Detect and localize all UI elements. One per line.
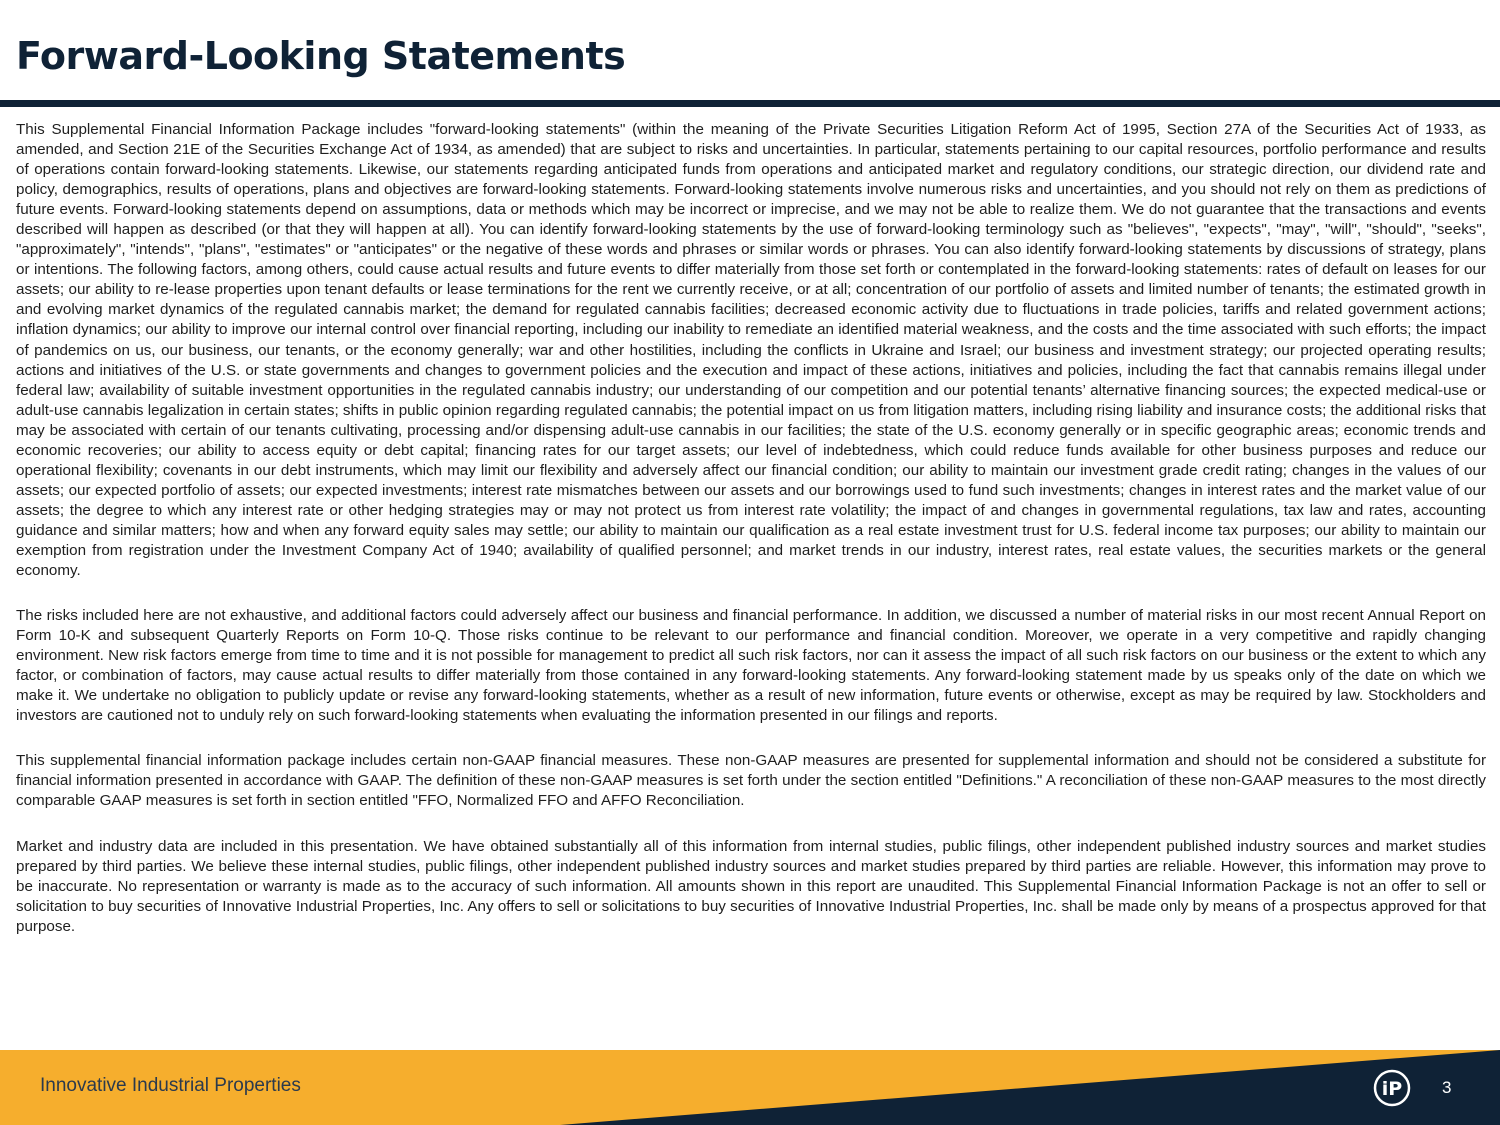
logo-text: iP — [1381, 1078, 1403, 1100]
title-divider — [0, 100, 1500, 107]
disclaimer-body — [16, 120, 1486, 962]
company-logo-icon — [1373, 1069, 1411, 1107]
paragraph-market-data: Market and industry data are included in this presentation. We have obtained substantially all of this information from internal studies, public filings, other independent published industry sources and market studies prepared by third parties. We believe these internal studies, public filings, other independent published industry sources and market studies prepared by third parties are reliable. However, this information may prove to be inaccurate. No representation or warranty is made as to the accuracy of such information. All amounts shown in this report are unaudited. This Supplemental Financial Information Package is not an offer to sell or solicitation to buy securities of Innovative Industrial Properties, Inc. Any offers to sell or solicitations to buy securities of Innovative Industrial Properties, Inc. shall be made only by means of a prospectus approved for that purpose. — [16, 837, 1486, 935]
page-title: Forward-Looking Statements — [16, 34, 626, 78]
footer — [0, 1050, 1500, 1125]
paragraph-forward-looking: This Supplemental Financial Information Package includes "forward-looking statements" (within the meaning of the Private Securities Litigation Reform Act of 1995, Section 27A of the Securities Act of 1933, as amended, and Section 21E of the Securities Exchange Act of 1934, as amended) that are subject to risks and uncertainties. In particular, statements pertaining to our capital resources, portfolio performance and results of operations contain forward-looking statements. Likewise, our statements regarding anticipated funds from operations and anticipated market and regulatory conditions, our strategic direction, our dividend rate and policy, demographics, results of operations, plans and objectives are forward-looking statements. Forward-looking statements involve numerous risks and uncertainties, and you should not rely on them as predictions of future events. Forward-looking statements depend on assumptions, data or methods which may be incorrect or imprecise, and we may not be able to realize them. We do not guarantee that the transactions and events described will happen as described (or that they will happen at all). You can identify forward-looking statements by the use of forward-looking terminology such as "believes", "expects", "may", "will", "should", "seeks", "approximately", "intends", "plans", "estimates" or "anticipates" or the negative of these words and phrases or similar words or phrases. You can also identify forward-looking statements by discussions of strategy, plans or intentions. The following factors, among others, could cause actual results and future events to differ materially from those set forth or contemplated in the forward-looking statements: rates of default on leases for our assets; our ability to re-lease properties upon tenant defaults or lease terminations for the rent we currently receive, or at all; concentration of our portfolio of assets and limited number of tenants; the estimated growth in and evolving market dynamics of the regulated cannabis market; the demand for regulated cannabis facilities; decreased economic activity due to fluctuations in trade policies, tariffs and related government actions; inflation dynamics; our ability to improve our internal control over financial reporting, including our inability to remediate an identified material weakness, and the costs and the time associated with such efforts; the impact of pandemics on us, our business, our tenants, or the economy generally; war and other hostilities, including the conflicts in Ukraine and Israel; our business and investment strategy; our projected operating results; actions and initiatives of the U.S. or state governments and changes to government policies and the execution and impact of these actions, initiatives and policies, including the fact that cannabis remains illegal under federal law; availability of suitable investment opportunities in the regulated cannabis industry; our understanding of our competition and our potential tenants’ alternative financing sources; the expected medical-use or adult-use cannabis legalization in certain states; shifts in public opinion regarding regulated cannabis; the potential impact on us from litigation matters, including rising liability and insurance costs; the additional risks that may be associated with certain of our tenants cultivating, processing and/or dispensing adult-use cannabis in our facilities; the state of the U.S. economy generally or in specific geographic areas; economic trends and economic recoveries; our ability to access equity or debt capital; financing rates for our target assets; our level of indebtedness, which could reduce funds available for other business purposes and reduce our operational flexibility; covenants in our debt instruments, which may limit our flexibility and adversely affect our financial condition; our ability to maintain our investment grade credit rating; changes in the values of our assets; our expected portfolio of assets; our expected investments; interest rate mismatches between our assets and our borrowings used to fund such investments; changes in interest rates and the market value of our assets; the degree to which any interest rate or other hedging strategies may or may not protect us from interest rate volatility; the impact of and changes in governmental regulations, tax law and rates, accounting guidance and similar matters; how and when any forward equity sales may settle; our ability to maintain our qualification as a real estate investment trust for U.S. federal income tax purposes; our ability to maintain our exemption from registration under the Investment Company Act of 1940; availability of qualified personnel; and market trends in our industry, interest rates, real estate values, the securities markets or the general economy. — [16, 121, 1486, 580]
paragraph-non-gaap: This supplemental financial information package includes certain non-GAAP financial measures. These non-GAAP measures are presented for supplemental information and should not be considered a substitute for financial information presented in accordance with GAAP. The definition of these non-GAAP measures is set forth under the section entitled "Definitions." A reconciliation of these non-GAAP measures to the most directly comparable GAAP measures is set forth in section entitled "FFO, Normalized FFO and AFFO Reconciliation. — [16, 752, 1486, 810]
paragraph-risks: The risks included here are not exhaustive, and additional factors could adversely affect our business and financial performance. In addition, we discussed a number of material risks in our most recent Annual Report on Form 10-K and subsequent Quarterly Reports on Form 10-Q. Those risks continue to be relevant to our performance and financial condition. Moreover, we operate in a very competitive and rapidly changing environment. New risk factors emerge from time to time and it is not possible for management to predict all such risk factors, nor can it assess the impact of all such risk factors on our business or the extent to which any factor, or combination of factors, may cause actual results to differ materially from those contained in any forward-looking statements. Any forward-looking statement made by us speaks only of the date on which we make it. We undertake no obligation to publicly update or revise any forward-looking statements, whether as a result of new information, future events or otherwise, except as may be required by law. Stockholders and investors are cautioned not to unduly rely on such forward-looking statements when evaluating the information presented in our filings and reports. — [16, 607, 1486, 725]
page-number: 3 — [1442, 1078, 1452, 1097]
footer-company-name: Innovative Industrial Properties — [40, 1075, 301, 1096]
